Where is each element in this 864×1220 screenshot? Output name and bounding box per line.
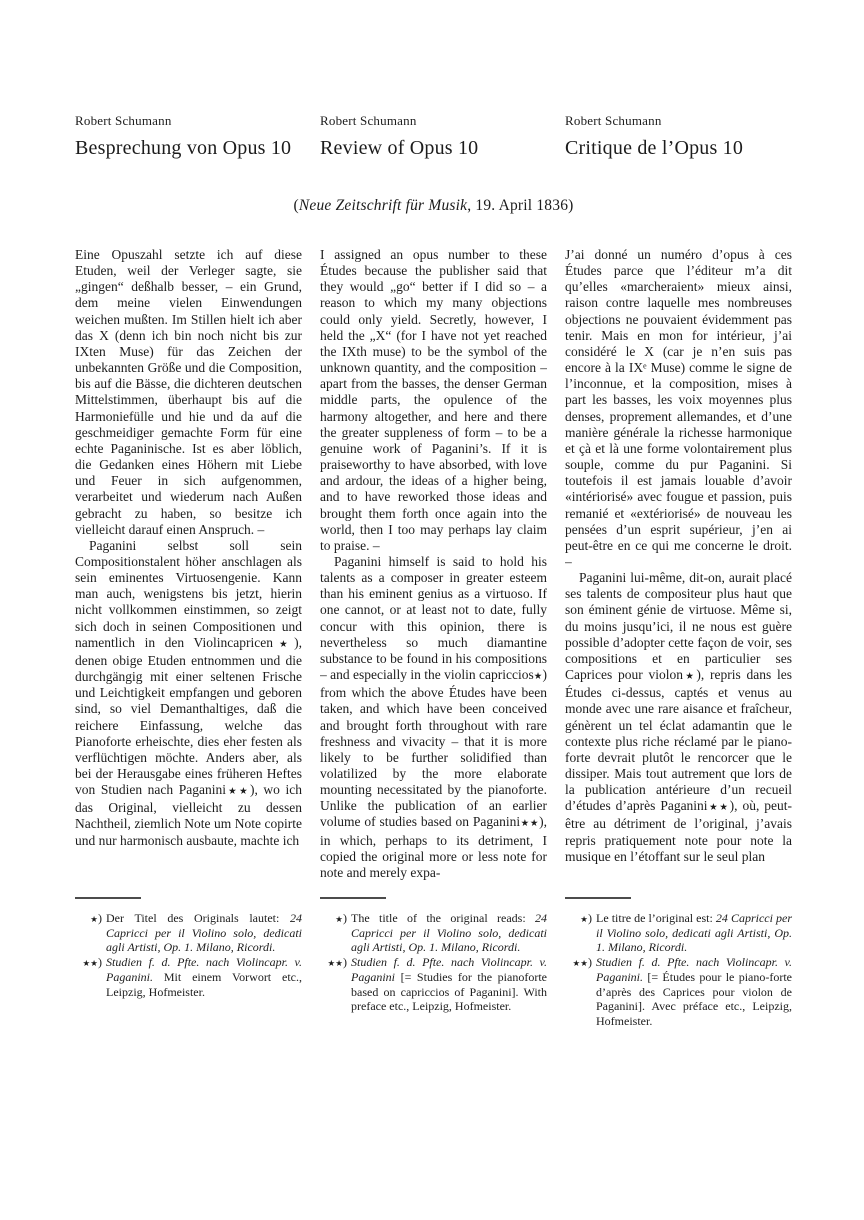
footnote-marker: ★★) <box>572 955 592 970</box>
footnote-block-french <box>565 897 792 1029</box>
footnote-marker: ★★) <box>82 955 102 970</box>
footnote <box>565 955 792 1029</box>
body-column-french <box>565 247 792 909</box>
footnote-text: Studien f. d. Pfte. nach Violincapr. v. Paganini. Mit einem Vorwort etc., Leipzig, Hofmeister. <box>106 955 302 999</box>
footnote-marker: ★★) <box>327 955 347 970</box>
body-paragraph: I assigned an opus number to these Études because the publisher said that they would „go“ better if I did so – a reason to which my many objections could only yield. Secretly, however, I held the „X“ (for I have not yet reached the IXth muse) to be the symbol of the unknown quantity, and the composition – apart from the basses, the denser German middle parts, the opulence of the harmony altogether, and here and there the greater suppleness of form – to be a genuine work of Paganini’s. If it is praiseworthy to have absorbed, with love and ardour, the ideas of a higher being, and to have reworked those ideas and brought them forth once again into the world, then I too may perhaps lay claim to praise. – <box>320 247 547 553</box>
footnote-block-english <box>320 897 547 1014</box>
author-name-french: Robert Schumann <box>565 113 662 128</box>
footnote-text: Der Titel des Originals lautet: 24 Capricci per il Violino solo, dedicati agli Artisti, Op. 1. Milano, Ricordi. <box>106 911 302 955</box>
footnote-text: Studien f. d. Pfte. nach Violincapr. v. Paganini. [= Études pour le piano-forte d’après des Caprices pour violon de Paganini]. Avec préface etc., Leipzig, Hofmeister. <box>596 955 792 1028</box>
author-name-english: Robert Schumann <box>320 113 417 128</box>
body-paragraph: Paganini lui-même, dit-on, aurait placé ses talents de compositeur plus haut que son éminent génie de virtuose. Même si, du moins jusqu’ici, il ne nous est guère possible d’adopter cette façon de voir, ses compositions et en particulier ses Caprices pour violon★), repris dans les Études ci-dessus, captés et venus au monde avec une rare aisance et fraîcheur, génèrent un tel éclat adamantin que le contexte plus riche réclamé par le piano-forte devrait plutôt le rencorcer que le dissiper. Mais tout autrement que lors de la publication antérieure d’un recueil d’études d’après Paganini★★), où, peut-être au détriment de l’original, j’avais repris pratiquement note pour note la musique en l’étoffant sur le seul plan <box>565 570 792 864</box>
footnote <box>320 955 547 1014</box>
footnote <box>75 911 302 955</box>
body-paragraph: Paganini selbst soll sein Compositionstalent höher anschlagen als sein eminentes Virtuosengenie. Kann man auch, wenigstens bis jetzt, hierin nicht vollkommen einstimmen, so zeigt sich doch in seinen Compositionen und namentlich in den Violincapricen★), denen obige Etuden entnommen und die durchgängig mit einer seltenen Frische und Leichtigkeit empfangen und geboren sind, so viel Demanthaltiges, daß die reichere Einfassung, welche das Pianoforte erheischte, dies eher festen als verflüchtigen möchte. Anders aber, als bei der Herausgabe eines früheren Heftes von Studien nach Paganini★★), wo ich das Original, vielleicht zu dessen Nachtheil, ziemlich Note um Note copirte und nur harmonisch ausbaute, machte ich <box>75 537 302 848</box>
author-name-german: Robert Schumann <box>75 113 172 128</box>
footnote-separator-rule <box>565 897 631 899</box>
body-column-english <box>320 247 547 909</box>
body-column-german <box>75 247 302 909</box>
footnote <box>75 955 302 999</box>
body-paragraph: Eine Opuszahl setzte ich auf diese Etuden, weil der Verleger sagte, sie „gingen“ deßhalb besser, – ein Grund, dem meine vielen Einwendungen weichen mußten. Im Stillen hielt ich aber das X (denn ich bin noch nicht bis zur IXten Muse) für das Zeichen der unbekannten Größe und die Composition, bis auf die Bässe, die dichteren deutschen Mittelstimmen, überhaupt bis auf die Harmoniefülle und hie und da auf die geschmeidiger gemachte Form für eine echte Paganinische. Ist es aber löblich, die Gedanken eines Höhern mit Liebe und Feuer in sich aufgenommen, verarbeitet und wiederum nach Außen gebracht zu haben, so besitze ich vielleicht darauf einen Anspruch. – <box>75 247 302 537</box>
footnote-separator-rule <box>75 897 141 899</box>
footnote-text: The title of the original reads: 24 Capricci per il Violino solo, dedicati agli Artisti, Op. 1. Milano, Ricordi. <box>351 911 547 955</box>
body-paragraph: J’ai donné un numéro d’opus à ces Études parce que l’éditeur m’a dit qu’elles «marcheraient» mieux ainsi, raison contre laquelle mes nombreuses objections ne pouvaient évidemment pas tenir. Mais en mon for intérieur, j’ai considéré le X (car je n’en suis pas encore à la IXᵉ Muse) comme le signe de l’inconnue, et la composition, mises à part les basses, les voix moyennes plus denses, proprement allemandes, et d’une manière générale la richesse harmonique et çà et là une forme volontairement plus souple, comme du pur Paganini. Si toutefois il est jamais louable d’avoir «intériorisé» avec fougue et passion, puis remanié et «extériorisé» de nouveau les pensées d’un esprit supérieur, j’en ai peut-être en ce qui me concerne le droit. – <box>565 247 792 569</box>
footnote-separator-rule <box>320 897 386 899</box>
footnote-marker: ★) <box>90 911 102 925</box>
article-title-english: Review of Opus 10 <box>320 137 479 159</box>
article-title-french: Critique de l’Opus 10 <box>565 137 744 159</box>
footnote <box>320 911 547 955</box>
article-title-german: Besprechung von Opus 10 <box>75 137 292 159</box>
publication-source-line: (Neue Zeitschrift für Musik, 19. April 1836) <box>293 197 574 214</box>
footnote-marker: ★) <box>335 911 347 925</box>
footnote <box>565 911 792 955</box>
footnote-text: Le titre de l’original est: 24 Capricci per il Violino solo, dedicati agli Artisti, Op. 1. Milano, Ricordi. <box>596 911 793 955</box>
footnote-block-german <box>75 897 302 999</box>
body-paragraph: Paganini himself is said to hold his talents as a composer in greater esteem than his eminent genius as a virtuoso. If one cannot, or at least not to date, fully concur with this opinion, there is nevertheless so much diamantine substance to be found in his compositions – and especially in the violin capriccios★) from which the above Études have been taken, and which have been conceived and brought forth throughout with rare freshness and vivacity – that it is more likely to be further solidified than volatilized by the more elaborate mounting necessitated by the pianoforte. Unlike the publication of an earlier volume of studies based on Paganini★★), in which, perhaps to its detriment, I copied the original more or less note for note and merely expa- <box>320 553 547 880</box>
footnote-marker: ★) <box>580 911 592 925</box>
footnote-text: Studien f. d. Pfte. nach Violincapr. v. Paganini [= Studies for the pianoforte based on capriccios of Paganini]. With preface etc., Leipzig, Hofmeister. <box>351 955 547 1014</box>
